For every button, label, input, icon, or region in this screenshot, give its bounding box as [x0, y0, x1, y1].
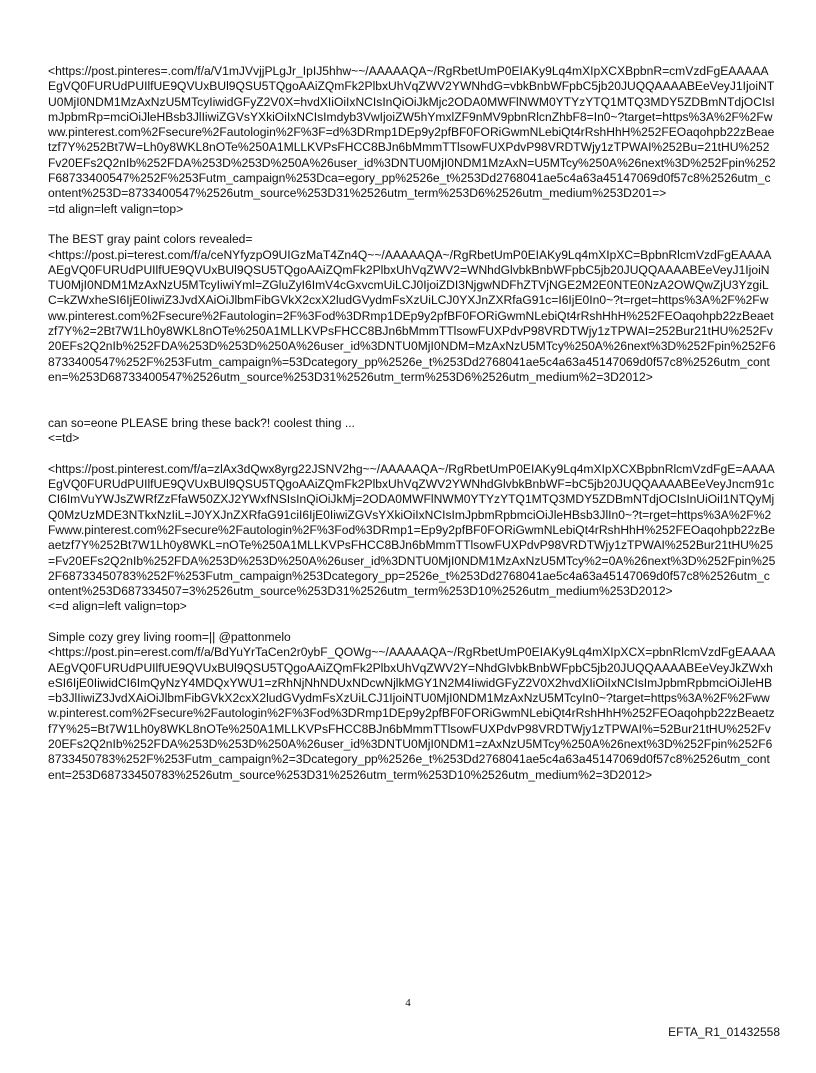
document-id: EFTA_R1_01432558: [668, 1025, 780, 1039]
pinterest-link[interactable]: <https://post.pinterest.com/f/a=zlAx3dQwx8yrg22JSNV2hg~~/AAAAAQA~/RgRbetUmP0EIAKy9Lq4mXIpXCXBpbnRlcmVzdFgE=AAAAEgVQ0FURUdPUIlfUE9QVUxBUl9QSU5TQgoAAiZQmFk2PlbxUhVqZWV2YWNhdGlvbkBnbWF=bC5jb20JUQQAAAABEeVeyJncm91cCI6ImVuYWJsZWRfZzFfaW50ZXJ2YWxfNSIsInQiOiJkMj=2ODA0MWFlNWM0YTYzYTQ1MTQ3MDY5ZDBmNTdjOCIsInUiOiI1NTQyMjQ0MzUzMDE3NTkxNzIiL=J0YXJnZXRfaG91ciI6IjE0IiwiZGVsYXkiOiIxNCIsImJpbmRpbmciOiJleHBsb3JlIn0~?t=rget=https%3A%2F%2Fwww.pinterest.com%2Fsecure%2Fautologin%2F%3Fod%3DRmp1=Ep9y2pfBF0FORiGwmNLebiQt4rRshHhH%252FEOaqohpb22zBeaetzf7Y%252Bt7W1Lh0y8WKL=nOTe%250A1MLLKVPsFHCC8BJn6bMmmTTlsowFUXPdvP98VRDTWjy1zTPWAI%252Bur21tHU%25=Fv20EFs2Q2nIb%252FDA%253D%253D%250A%26user_id%3DNTU0MjI0NDM1MzAxNzU5MTcy%2=0A%26next%3D%252Fpin%252F68733450783%252F%253Futm_campaign%253Dcategory_pp=2526e_t%253Dd2768041ae5c4a63a45147069d0f57c8%2526utm_content%253D687334507=3%2526utm_source%253D31%2526utm_term%253D10%2526utm_medium%253D2012>: [48, 461, 776, 599]
html-fragment: <=d align=left valign=top>: [48, 599, 187, 614]
html-fragment: =td align=left valign=top>: [48, 201, 184, 216]
link-block-4: [48, 462, 776, 615]
pin-title: can so=eone PLEASE bring these back?! coolest thing ...: [48, 415, 355, 430]
pinterest-link[interactable]: <https://post.pi=terest.com/f/a/ceNYfyzpO9UIGzMaT4Zn4Q~~/AAAAAQA~/RgRbetUmP0EIAKy9Lq4mXIpXC=BpbnRlcmVzdFgEAAAAAEgVQ0FURUdPUIlfUE9QVUxBUl9QSU5TQgoAAiZQmFk2PlbxUhVqZWV2=WNhdGlvbkBnbWFpbC5jb20JUQQAAAABEeVeyJ1IjoiNTU0MjI0NDM1MzAxNzU5MTcyIiwiYml=ZGluZyI6ImV4cGxvcmUiLCJ0IjoiZDI3NjgwNDFhZTVjNGE2M2E0NTE0NzA2OWQwZjU3YzgiLC=kZWxheSI6IjE0IiwiZ3JvdXAiOiJlbmFibGVkX2cxX2ludGVydmFsXzUiLCJ0YXJnZXRfaG91c=I6IjE0In0~?t=rget=https%3A%2F%2Fwww.pinterest.com%2Fsecure%2Fautologin=2F%3Fod%3DRmp1DEp9y2pfBF0FORiGwmNLebiQt4rRshHhH%252FEOaqohpb22zBeaetzf7Y%2=2Bt7W1Lh0y8WKL8nOTe%250A1MLLKVPsFHCC8BJn6bMmmTTlsowFUXPdvP98VRDTWjy1zTPWAI=252Bur21tHU%252Fv20EFs2Q2nIb%252FDA%253D%253D%250A%26user_id%3DNTU0MjI0NDM=MzAxNzU5MTcy%250A%26next%3D%252Fpin%252F68733400547%252F%253Futm_campaign%=53Dcategory_pp%2526e_t%253Dd2768041ae5c4a63a45147069d0f57c8%2526utm_conten=%253D68733400547%2526utm_source%253D31%2526utm_term%253D6%2526utm_medium%2=3D2012>: [48, 247, 776, 384]
link-block-2: [48, 232, 776, 385]
link-block-3: [48, 416, 776, 447]
pin-title: The BEST gray paint colors revealed=: [48, 232, 253, 247]
link-block-1: [48, 64, 776, 217]
pin-title: Simple cozy grey living room=|| @pattonmelo: [48, 629, 291, 644]
link-block-5: [48, 630, 776, 783]
pinterest-link[interactable]: <https://post.pinteres=.com/f/a/V1mJVvjjPLgJr_IpIJ5hhw~~/AAAAAQA~/RgRbetUmP0EIAKy9Lq4mXIpXCXBpbnR=cmVzdFgEAAAAAEgVQ0FURUdPUIlfUE9QVUxBUl9QSU5TQgoAAiZQmFk2PlbxUhVqZWV2YWNhdG=vbkBnbWFpbC5jb20JUQQAAAABEeVeyJ1IjoiNTU0MjI0NDM1MzAxNzU5MTcyIiwidGFyZ2V0X=hvdXIiOiIxNCIsInQiOiJkMjc2ODA0MWFlNWM0YTYzYTQ1MTQ3MDY5ZDBmNTdjOCIsImJpbmRp=mciOiJleHBsb3JlIiwiZGVsYXkiOiIxNCIsImdyb3VwIjoiZW5hYmxlZF9nMV9pbnRlcnZhbF8=In0~?target=https%3A%2F%2Fwww.pinterest.com%2Fsecure%2Fautologin%2F%3F=d%3DRmp1DEp9y2pfBF0FORiGwmNLebiQt4rRshHhH%252FEOaqohpb22zBeaetzf7Y%252Bt7W=Lh0y8WKL8nOTe%250A1MLLKVPsFHCC8BJn6bMmmTTlsowFUXPdvP98VRDTWjy1zTPWAI%252Bu=21tHU%252Fv20EFs2Q2nIb%252FDA%253D%253D%250A%26user_id%3DNTU0MjI0NDM1MzAxN=U5MTcy%250A%26next%3D%252Fpin%252F68733400547%252F%253Futm_campaign%253Dca=egory_pp%2526e_t%253Dd2768041ae5c4a63a45147069d0f57c8%2526utm_content%253D=8733400547%2526utm_source%253D31%2526utm_term%253D6%2526utm_medium%253D201=>: [48, 64, 776, 201]
email-body: [48, 64, 776, 783]
html-fragment: <=td>: [48, 431, 80, 446]
page-number: 4: [405, 997, 411, 1009]
pinterest-link[interactable]: <https://post.pin=erest.com/f/a/BdYuYrTaCen2r0ybF_QOWg~~/AAAAAQA~/RgRbetUmP0EIAKy9Lq4mXIpXCX=pbnRlcmVzdFgEAAAAAEgVQ0FURUdPUIlfUE9QVUxBUl9QSU5TQgoAAiZQmFk2PlbxUhVqZWV2Y=NhdGlvbkBnbWFpbC5jb20JUQQAAAABEeVeyJkZWxheSI6IjE0IiwidCI6ImQyNzY4MDQxYWU1=zRhNjNhNDUxNDcwNjlkMGY1N2M4IiwidGFyZ2V0X2hvdXIiOiIxNCIsImJpbmRpbmciOiJleHB=b3JlIiwiZ3JvdXAiOiJlbmFibGVkX2cxX2ludGVydmFsXzUiLCJ1IjoiNTU0MjI0NDM1MzAxNzU5MTcyIn0~?target=https%3A%2F%2Fwww.pinterest.com%2Fsecure%2Fautologin%2F%3Fod%3DRmp1DEp9y2pfBF0FORiGwmNLebiQt4rRshHhH%252FEOaqohpb22zBeaetzf7Y%25=Bt7W1Lh0y8WKL8nOTe%250A1MLLKVPsFHCC8BJn6bMmmTTlsowFUXPdvP98VRDTWjy1zTPWAI%=52Bur21tHU%252Fv20EFs2Q2nIb%252FDA%253D%253D%250A%26user_id%3DNTU0MjI0NDM1=zAxNzU5MTcy%250A%26next%3D%252Fpin%252F68733450783%252F%253Futm_campaign%2=3Dcategory_pp%2526e_t%253Dd2768041ae5c4a63a45147069d0f57c8%2526utm_content=253D68733450783%2526utm_source%253D31%2526utm_term%253D10%2526utm_medium%2=3D2012>: [48, 645, 776, 782]
